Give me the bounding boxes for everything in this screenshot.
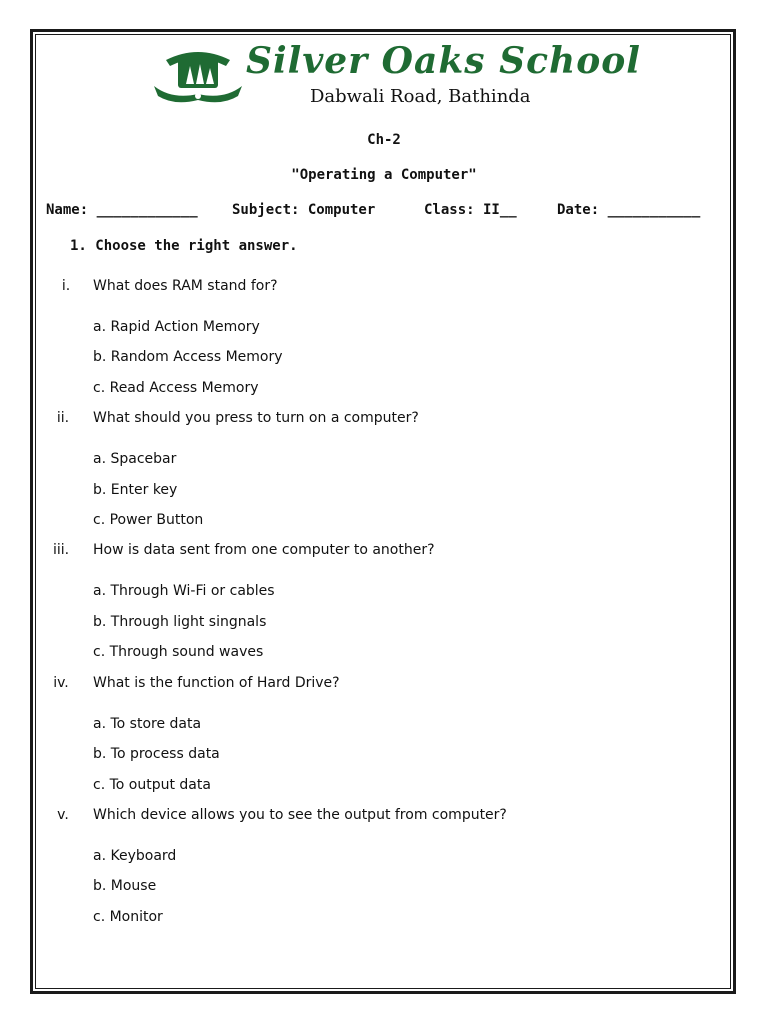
worksheet-title: "Operating a Computer" [291,167,477,183]
subject-label: Subject: Computer [232,202,376,218]
answer-option: b. To process data [93,746,220,762]
chapter-label: Ch-2 [367,132,401,148]
class-label: Class: II__ [424,202,517,218]
answer-option: a. Keyboard [93,848,177,864]
date-field-label: Date: ___________ [557,202,701,218]
question-number: ii. [56,410,70,426]
answer-option: b. Enter key [93,482,178,498]
question-number: v. [57,807,69,823]
answer-option: b. Mouse [93,878,157,894]
question-text: What is the function of Hard Drive? [93,675,340,691]
question-number: iii. [52,542,70,558]
section-heading: 1. Choose the right answer. [70,238,298,254]
answer-option: c. Read Access Memory [93,380,259,396]
answer-option: a. Rapid Action Memory [93,319,260,335]
answer-option: a. Through Wi-Fi or cables [93,583,275,599]
answer-option: c. Through sound waves [93,644,264,660]
answer-option: c. To output data [93,777,211,793]
answer-option: b. Random Access Memory [93,349,283,365]
question-text: What does RAM stand for? [93,278,278,294]
school-address: Dabwali Road, Bathinda [310,86,531,107]
question-text: What should you press to turn on a computer? [93,410,419,426]
question-number: i. [61,278,71,294]
question-text: How is data sent from one computer to another? [93,542,435,558]
answer-option: b. Through light singnals [93,614,267,630]
school-crest-logo [152,42,244,106]
question-text: Which device allows you to see the output from computer? [93,807,507,823]
answer-option: c. Power Button [93,512,204,528]
answer-option: c. Monitor [93,909,163,925]
answer-option: a. Spacebar [93,451,177,467]
question-number: iv. [53,675,69,691]
name-field-label: Name: ____________ [46,202,198,218]
answer-option: a. To store data [93,716,202,732]
school-name: Silver Oaks School [246,40,641,82]
